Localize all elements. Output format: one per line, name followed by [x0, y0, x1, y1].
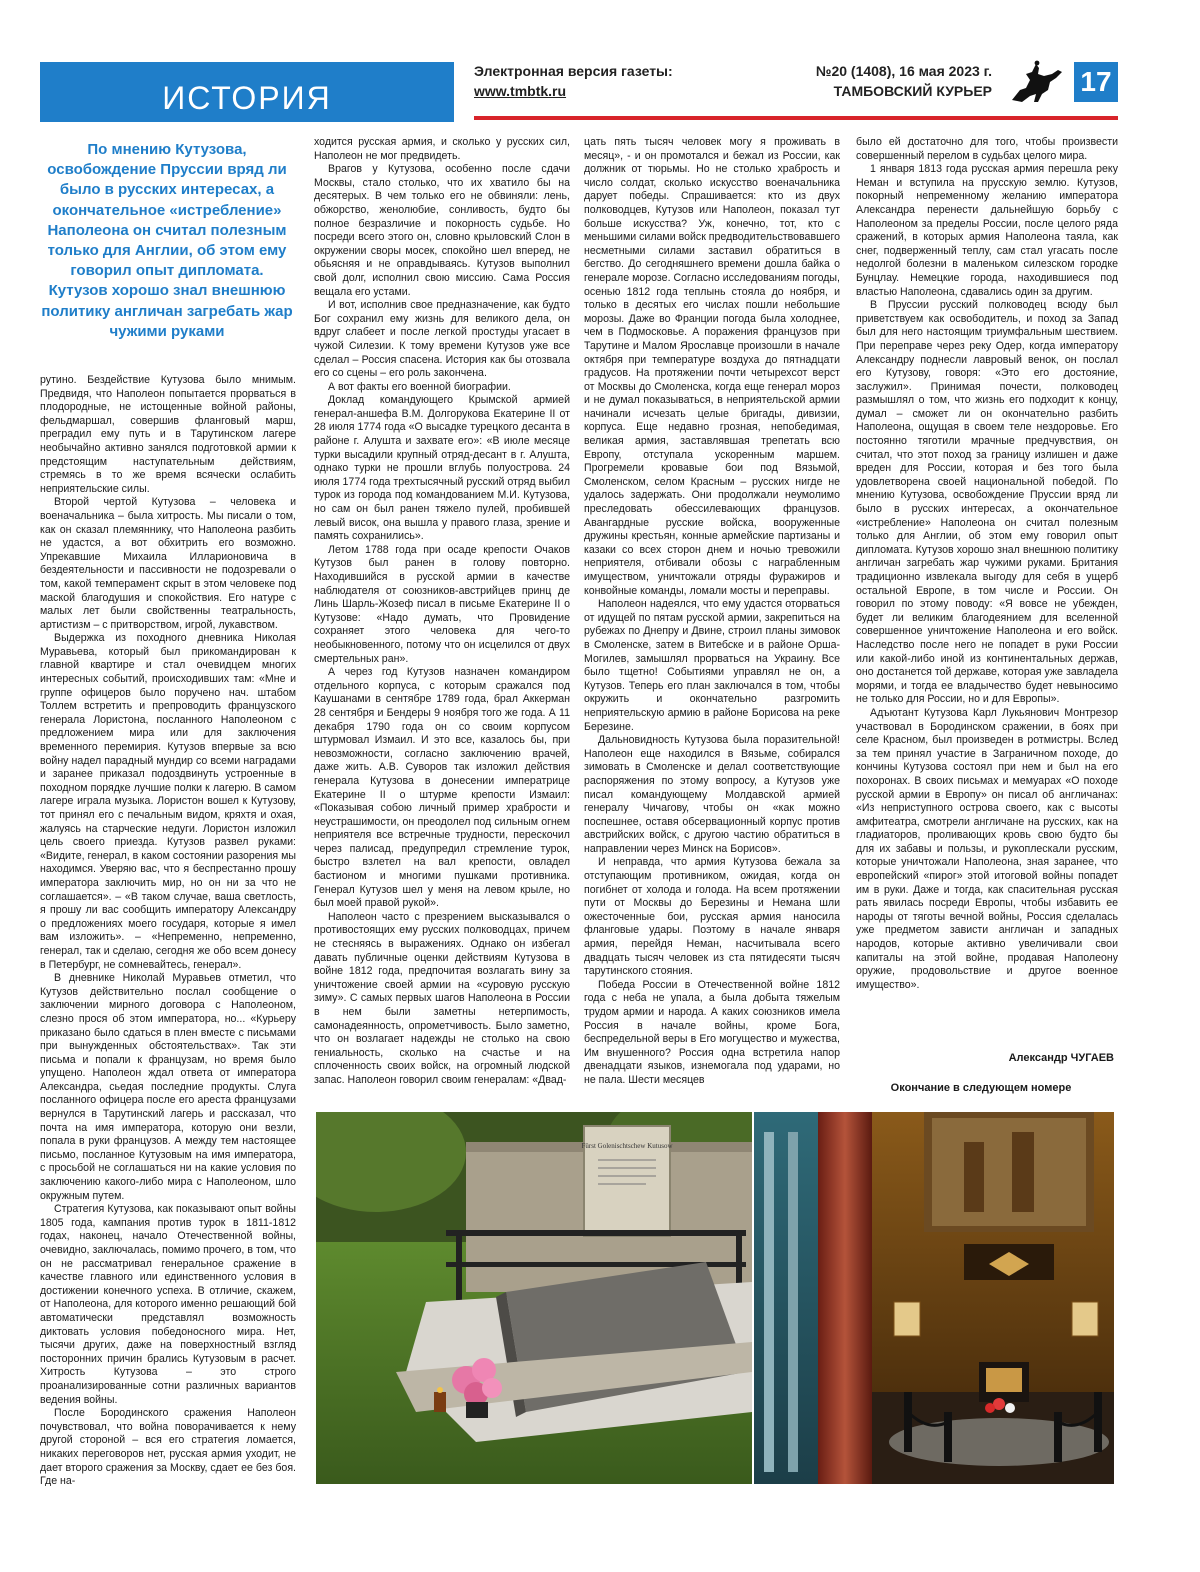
paragraph: А вот факты его военной биографии.	[328, 380, 511, 393]
paragraph: В дневнике Николай Муравьев отметил, что Кутузов действительно послал сообщение о заключении мирного договора с Наполеоном, слезно прося об этом императора, но... «Курьеру приказано было сдаться в плен вместе с письмами при вынужденных обстоятельствах». Так эти письма и попали к французам, но время было упущено. Наполеон ждал ответа от императора Александра, сьедая последние продукты. Слуга посланного офицера после его ареста французами вернулся в Тарутинский лагерь и рассказал, что почта на имя императора, которую они везли, попала в руки французов. А между тем настоящее письмо, посланное Кутузовым на имя императора, с просьбой не соглашаться ни на какие условия по заключению какого-либо мира с Наполеоном, шло окружным путем.	[40, 972, 296, 1202]
paragraph: 1 января 1813 года русская армия перешла реку Неман и вступила на прусскую землю. Кутузов, покорный непременному желанию императора Александра перенести дальнейшую борьбу с Наполеоном за пределы России, после целого ряда сражений, в которых армия Наполеона таяла, как снег, подверженный теплу, сам стал угасать после недолгой болезни в маленьком силезском городке Бунцлау. Немецкие города, находившиеся под властью Наполеона, сдавались один за другим.	[856, 163, 1118, 298]
cathedral-interior-photo	[754, 1112, 1114, 1484]
article-column-3	[584, 136, 840, 1096]
paragraph: Наполеон часто с презрением высказывался о противостоящих ему русских полководцах, причем не стесняясь в выражениях. Однако он избегал давать публичные оценки действиям Кутузова в войне 1812 года, предпочитая возлагать вину за уничтожение своей армии на «суровую русскую зиму». С самых первых шагов Наполеона в России в нем были заметны нетерпимость, самонадеянность, опрометчивость. Было заметно, что он возлагает надежды не столько на свою гениальность, сколько на счастье и на сплоченность своих войск, на огромный людской запас. Наполеон говорил своим генералам: «Двад-	[314, 910, 570, 1086]
newspaper-name: ТАМБОВСКИЙ КУРЬЕР	[833, 83, 992, 99]
electronic-version-label: Электронная версия газеты:	[474, 63, 673, 79]
paragraph: И неправда, что армия Кутузова бежала за отступающим противником, ожидая, когда он погибнет от холода и голода. На всем протяжении пути от Москвы до Березины и Немана шли ожесточенные бои, русская армия наносила фланговые удары. Поэтому в начале января армия, перейдя Неман, насчитывала всего двадцать тысяч человек из ста пятидесяти тысяч тарутинского стояния.	[584, 856, 840, 978]
paragraph: цать пять тысяч человек могу я проживать в месяц», - и он промотался и бежал из России, как должник от тюрьмы. Но не столько храбрость и число солдат, сколько искусство военачальника дарует победы. Спрашивается: кто из двух полководцев, Кутузов или Наполеон, показал тут больше искусства? Уж, конечно, тот, кто с меньшими силами войск предводительствовавшего несметными силами заставил обратиться в бегство. До сегодняшнего времени дошла байка о генерале морозе. Согласно исследованиям погоды, осенью 1812 года теплынь стояла до ноября, и только в десятых его числах пошли небольшие морозы. Даже во Франции погода была холоднее, чем в Подмосковье. А поражения французов при Тарутине и Малом Ярославце произошли в начале октября при температуре воздуха до пятнадцати градусов. На протяжении почти четырехсот верст от Москвы до Смоленска, когда еще генерал мороз и не думал показываться, в неприятельской армии начинали исчезать целые бригады, дивизии, корпуса. Еще недавно грозная, непобедимая, великая армия, заставлявшая трепетать всю Европу, отступала ускоренным маршем. Прогремели кровавые бои под Вязьмой, Смоленском, селом Красным – русских нигде не удалось задержать. Они продолжали неумолимо преследовать обессилевающих французов. Авангардные русские войска, вооруженные дружины крестьян, конные армейские партизаны и казаки со всех сторон днем и ночью тревожили неприятеля, отбивали обозы с награбленным имуществом, уничтожали отряды фуражиров и конвойные команды, ломали мосты и переправы.	[584, 136, 840, 597]
pull-quote: По мнению Кутузова, освобождение Пруссии вряд ли было в русских интересах, а окончательное «истребление» Наполеона он считал полезным только для Англии, об этом ему говорил опыт дипломата. Кутузов хорошо знал внешнюю политику англичан загребать жар чужими руками	[41, 141, 293, 340]
page-number: 17	[1074, 62, 1118, 102]
section-header-bar	[40, 62, 454, 122]
paragraph: ходится русская армия, и сколько у русских сил, Наполеон не мог предвидеть.	[314, 136, 570, 162]
paragraph: Победа России в Отечественной войне 1812 года с неба не упала, а была добыта тяжелым трудом армии и народа. А каких союзников имела Россия в начале войны, кроме Бога, беспредельной веры в Его могущество и мужества, Им внушенного? Россия одна встретила напор двенадцати языков, изнемогала под ударами, но не пала. Шести месяцев	[584, 978, 840, 1086]
horse-rider-logo-icon	[1008, 60, 1066, 106]
paragraph: И вот, исполнив свое предназначение, как будто Бог сохранил ему жизнь для великого дела, он вдруг слабеет и после легкой простуды угасает в чужой Силезии. К тому времени Кутузов уже все сделал – Россия спасена. История как бы отозвала его со сцены – его роль закончена.	[314, 299, 570, 380]
article-column-1	[40, 374, 296, 1486]
continuation-note: Окончание в следующем номере	[890, 1082, 1072, 1094]
paragraph: Второй чертой Кутузова – человека и военачальника – была хитрость. Мы писали о том, как он сказал племяннику, что Наполеона разбить не удастся, а вот обхитрить его возможно. Упрекавшие Михаила Илларионовича в бездеятельности и пассивности не подозревали о том, какой темперамент скрыт в этом человеке под маской благодушия и спокойствия. Его натуре с малых лет были свойственны театральность, артистизм – с притворством, игрой, лукавством.	[40, 496, 296, 631]
issue-info: №20 (1408), 16 мая 2023 г.	[815, 63, 992, 79]
paragraph: В Пруссии русский полководец всюду был приветствуем как освободитель, и поход за Запад был для него настоящим триумфальным шествием. При переправе через реку Одер, когда императору Александру поднесли лавровый венок, он послал его Кутузову, говоря: «Это его достояние, заслужил». Принимая почести, полководец размышлял о том, что жизнь его подходит к концу, думал – сможет ли он окончательно разбить Наполеона, ощущая в своем теле нездоровье. Его постоянно тяготили мрачные предчувствия, он считал, что этот поход за границу излишен и даже вреден для России, которая и без того была удовлетворена своей национальной победой. По мнению Кутузова, освобождение Пруссии вряд ли было в русских интересах, а окончательное «истребление» Наполеона он считал полезным только для Англии, об этом ему говорил опыт дипломата. Кутузов хорошо знал внешнюю политику англичан загребать жар чужими руками. Британия традиционно извлекала выгоду для себя в ущерб остальной Европе, в том числе и России. Он говорил по этому поводу: «Я вовсе не убежден, будет ли великим благодеянием для вселенной совершенное уничтожение Наполеона и его войск. Наследство после него не попадет в руки России или какой-либо иной из континентальных держав, оно достанется той державе, которая уже завладела морями, и тогда ее владычество будет невыносимо не только для России, но и для Европы».	[856, 299, 1118, 706]
grave-photo	[316, 1112, 752, 1484]
author-signature: Александр ЧУГАЕВ	[1008, 1052, 1114, 1064]
header-divider	[474, 116, 1118, 120]
paragraph: Дальновидность Кутузова была поразительной! Наполеон еще находился в Вязьме, собирался зимовать в Смоленске и делал соответствующие распоряжения по этому вопросу, а Кутузов уже писал командующему Молдавской армией генералу Чичагову, чтобы он «как можно поспешнее, оставя обсервационный корпус против австрийских войск, с другою частию обратиться в направлении через Минск на Борисов».	[584, 734, 840, 855]
paragraph: А через год Кутузов назначен командиром отдельного корпуса, с которым сражался под Каушанами в сентябре 1789 года, брал Аккерман 28 сентября и Бендеры 9 ноября того же года. А 11 декабря 1790 года он со своим корпусом штурмовал Измаил. И это все, казалось бы, при невозможности, согласно заключению врачей, даже жить. А.В. Суворов так изложил действия генерала Кутузова в донесении императрице Екатерине II о штурме крепости Измаил: «Показывая собою личный пример храбрости и неустрашимости, он преодолел под сильным огнем неприятеля все встречные трудности, перескочил через палисад, предупредил стремление турок, быстро взлетел на вал крепости, овладел бастионом и многими пушками противника. Генерал Кутузов шел у меня на левом крыле, но был моей правой рукой».	[314, 666, 570, 910]
paragraph: Врагов у Кутузова, особенно после сдачи Москвы, стало столько, что их хватило бы на десятерых. В чем только его не обвиняли: лень, обжорство, женолюбие, сонливость, будто бы полное безразличие и покорность судьбе. Но посреди всего этого он, словно крыловский Слон в окружении своры мосек, спокойно шел вперед, не обьясняя и не оправдываясь. Кутузов выполнил свой долг, исполнил свою миссию. Сама Россия вещала его устами.	[314, 163, 570, 298]
paragraph: Выдержка из походного дневника Николая Муравьева, который был прикомандирован к главной квартире и стал очевидцем многих интересных событий, происходивших там: «Мне и группе офицеров было поручено нач. штабом Толлем встретить и препроводить французского генерала Лористона, посланного Наполеоном с предложением мира или для заключения временного перемирия. Кутузов впервые за всю войну надел парадный мундир со всеми наградами и заранее приказал подоздвинуть устроенные в походном порядке лучшие полки к лагерю. В самом лагере играла музыка. Лористон вошел к Кутузову, тот принял его с печальным видом, кряхтя и охая, жалуясь на старческие недуги. Лористон изложил цель своего приезда. Кутузов развел руками: «Видите, генерал, в каком состоянии разорения мы находимся. Уверяю вас, что я беспрестанно прошу императора заключить мир, но он ни за что не соглашается». – «В таком случае, ваша светлость, я прошу ли вас сообщить императору Александру о предложениях моего государя, которые я имел вам изложить». – «Непременно, непременно, генерал, так и сделаю, сегодня же обо всем донесу в Петербург, не сомневайтесь, генерал».	[40, 632, 296, 971]
paragraph: Стратегия Кутузова, как показывают опыт войны 1805 года, кампания против турок в 1811-1812 годах, наконец, начало Отечественной войны, очевидно, заключалась, помимо прочего, в том, что он не рассматривал генеральное сражение в качестве главного или единственного условия в достижении конечного успеха. В отличие, скажем, от Наполеона, для которого именно решающий бой автоматически представлял возможность диктовать условия победоносного мира. Нет, тысячи других, даже на поверхностный взгляд посторонних причин брались Кутузовым в расчет. Хитрость Кутузова – это строго проанализированные сотни различных вариантов ведения войны.	[40, 1203, 296, 1406]
section-title: ИСТОРИЯ	[162, 80, 332, 116]
paragraph: После Бородинского сражения Наполеон почувствовал, что война поворачивается к нему другой стороной – вся его стратегия ломается, никаких переговоров нет, русская армия уходит, не дает второго сражения за Москву, сдает ее без боя. Где на-	[40, 1407, 296, 1486]
site-link[interactable]: www.tmbtk.ru	[474, 83, 567, 99]
paragraph: Наполеон надеялся, что ему удастся оторваться от идущей по пятам русской армии, закрепиться на рубежах по Днепру и Двине, строил планы зимовок в Смоленске, затем в Витебске и в районе Орша-Могилев, замышлял прорваться на Украину. Все было тщетно! Событиями управлял не он, а Кутузов. Теперь его план заключался в том, чтобы окружить и окончательно разгромить неприятельскую армию в районе Борисова на реке Березине.	[584, 598, 840, 733]
paragraph: Адъютант Кутузова Карл Лукьянович Монтрезор участвовал в Бородинском сражении, в боях при селе Красном, был произведен в ротмистры. Вслед за тем принял участие в Заграничном походе, до кончины Кутузова состоял при нем и был на его похоронах. В своих письмах и мемуарах «О походе русской армии в Европу» он писал об англичанах: «Из неприступного острова своего, как с высоты амфитеатра, смотрели англичане на русских, как на гладиаторов, проливающих кровь свою будто бы для их забавы и пользы, и рукоплескали русским, которые уничтожали Наполеона, зная заранее, что европейский «пирог» этой итоговой войны попадет им в руки. Даже и тогда, как спасительная русская рать явилась посреди Европы, чтобы избавить ее народы от тяготы вечной войны, Россия сделалась уже предметом зависти англичан и западных народов, которые активно увеличивали свои капиталы на этой войне, продавая Наполеону оружие, продовольствие и другое военное имущество».	[856, 706, 1118, 991]
article-column-2	[314, 136, 570, 1096]
plaque-text: Fürst Golenischtschew Kutusow	[581, 1142, 673, 1150]
paragraph: было ей достаточно для того, чтобы произвести совершенный перелом в судьбах целого мира.	[856, 136, 1118, 162]
paragraph: Доклад командующего Крымской армией генерал-аншефа В.М. Долгорукова Екатерине II от 28 июля 1774 года «О высадке турецкого десанта в районе г. Алушта и захвате его»: «В июле месяце турки высадили крупный отряд-десант в г. Алушта, однако турки не прошли вглубь полуострова. 24 июля 1774 года трехтысячный русский отряд выбил турок из города под командованием М.И. Кутузова, но сам он был ранен тяжело пулей, пробившей левый висок, она вышла у правого глаза, зрение и память сохранились».	[314, 394, 570, 543]
paragraph: рутино. Бездействие Кутузова было мнимым. Предвидя, что Наполеон попытается прорваться в плодородные, не истощенные войной районы, фельдмаршал, совершив фланговый марш, преградил ему путь и в Тарутинском лагере необычайно активно занялся подготовкой армии к предстоящим наступательным действиям, стремясь в то же время всячески ослабить неприятельские силы.	[40, 374, 296, 495]
paragraph: Летом 1788 года при осаде крепости Очаков Кутузов был ранен в голову повторно. Находившийся в русской армии в качестве наблюдателя от союзников-австрийцев принц де Линь Шарль-Жозеф писал в письме Екатерине II о Кутузове: «Надо думать, что Провидение сохраняет этого человека для чего-то необыкновенного, потому что он исцелился от двух смертельных ран».	[314, 543, 570, 665]
article-column-4	[856, 136, 1118, 1040]
